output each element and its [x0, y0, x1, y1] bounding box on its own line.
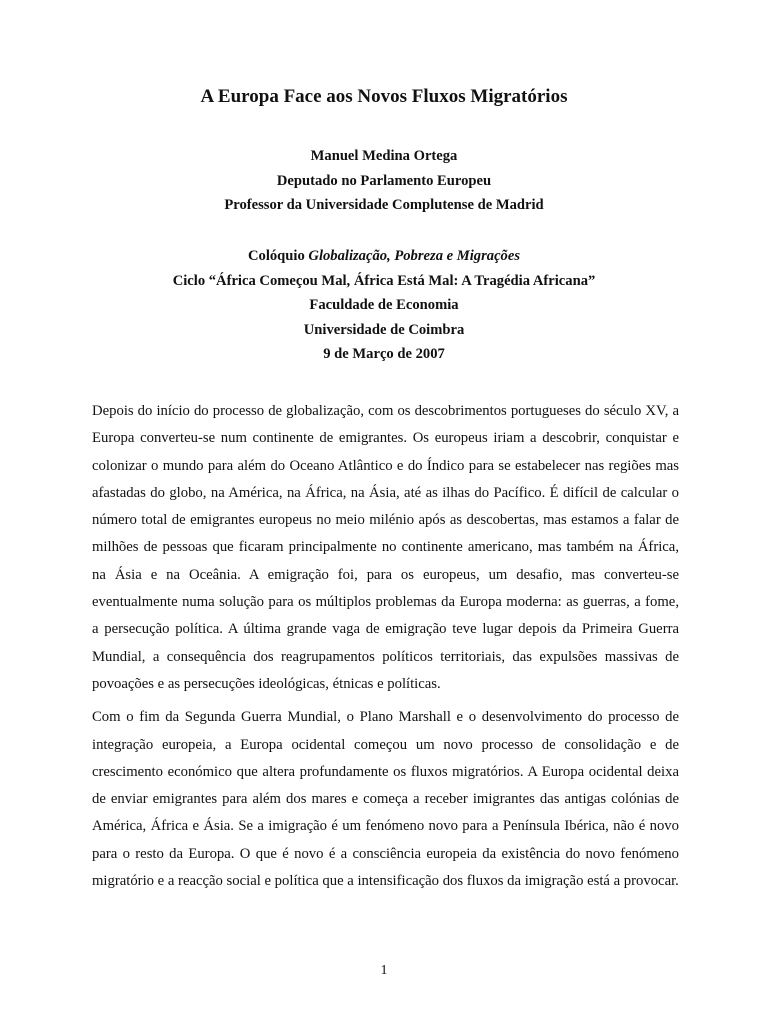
colloquium-line — [0, 244, 768, 269]
author-affiliation: Professor da Universidade Complutense de Madrid — [224, 197, 544, 213]
event-block — [0, 244, 768, 367]
author-name: Manuel Medina Ortega — [310, 148, 458, 164]
author-role: Deputado no Parlamento Europeu — [276, 172, 492, 189]
author-block — [0, 144, 768, 218]
document-title: A Europa Face aos Novos Fluxos Migratórios — [200, 86, 568, 107]
event-date: 9 de Março de 2007 — [323, 346, 445, 362]
event-university: Universidade de Coimbra — [303, 321, 465, 338]
paragraph-2: Com o fim da Segunda Guerra Mundial, o Plano Marshall e o desenvolvimento do processo de integração europeia, a Europa ocidental começou um novo processo de consolidação e de crescimento económico que altera profundamente os fluxos migratórios. A Europa ocidental deixa de enviar emigrantes para além dos mares e começa a receber imigrantes das antigas colónias de América, África e Ásia. Se a imigração é um fenómeno novo para a Península Ibérica, não é novo para o resto da Europa. O que é novo é a consciência europeia da existência do novo fenómeno migratório e a reacção social e política que a intensificação dos fluxos da imigração está a provocar. — [92, 709, 679, 890]
event-cycle: Ciclo “África Começou Mal, África Está Mal: A Tragédia Africana” — [172, 272, 596, 289]
paragraph-1: Depois do início do processo de globalização, com os descobrimentos portugueses do século XV, a Europa converteu-se num continente de emigrantes. Os europeus iriam a descobrir, conquistar e colonizar o mundo para além do Oceano Atlântico e do Índico para se estabelecer nas regiões mas afastadas do globo, na América, na África, na Ásia, até as ilhas do Pacífico. É difícil de calcular o número total de emigrantes europeus no meio milénio após as descobertas, mas estamos a falar de milhões de pessoas que ficaram principalmente no continente americano, mas também na África, na Ásia e na Oceânia. A emigração foi, para os europeus, um desafio, mas converteu-se eventualmente numa solução para os múltiplos problemas da Europa moderna: as guerras, a fome, a persecução política. A última grande vaga de emigração teve lugar depois da Primeira Guerra Mundial, a consequência dos reagrupamentos políticos territoriais, das expulsões massivas de povoações e as persecuções ideológicas, étnicas e políticas. — [92, 403, 679, 692]
colloquium-name: Globalização, Pobreza e Migrações — [308, 248, 520, 264]
event-faculty: Faculdade de Economia — [309, 297, 459, 313]
colloquium-prefix: Colóquio — [247, 248, 309, 264]
page-number: 1 — [380, 963, 388, 978]
body-text — [92, 398, 679, 901]
